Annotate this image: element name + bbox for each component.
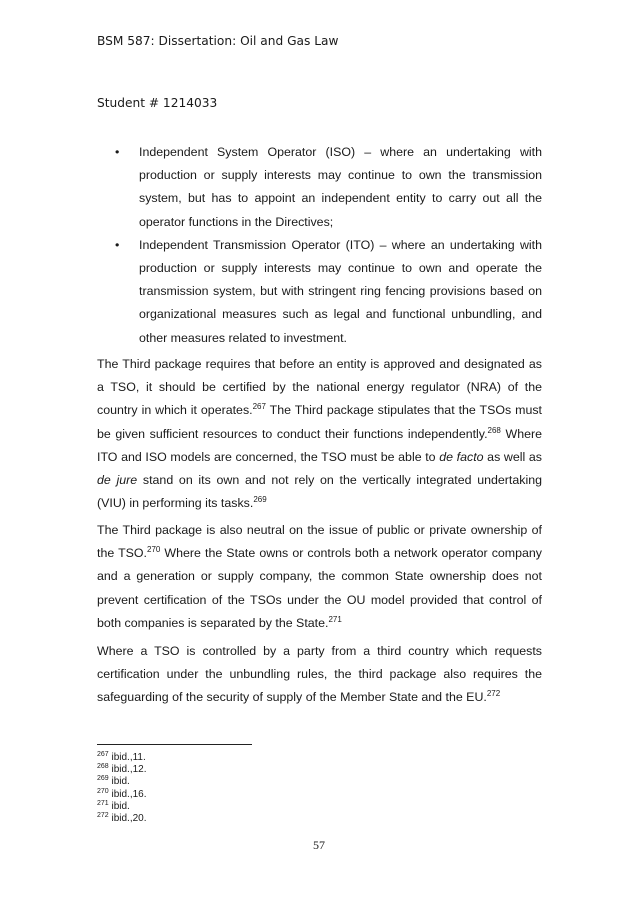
page-number: 57 xyxy=(313,838,325,852)
text-run: The Third package requires that before an entity is approved and designated as a TSO, it should be certified by the national energy regulator (NRA) of the country in which it operates. xyxy=(97,357,542,418)
bullet-list xyxy=(97,141,542,350)
paragraph-ownership xyxy=(97,519,542,635)
italic-term: de facto xyxy=(439,449,484,464)
footnote-number: 267 xyxy=(97,751,109,758)
student-number: Student # 1214033 xyxy=(97,96,218,110)
footnote-number: 270 xyxy=(97,787,109,795)
footnote-number: 268 xyxy=(97,763,109,771)
paragraph-certification xyxy=(97,353,542,515)
text-run: Where ITO and ISO models are concerned, the TSO must be able to xyxy=(97,426,543,464)
footnote-number: 269 xyxy=(97,775,109,783)
footnote-ref[interactable]: 269 xyxy=(253,495,267,505)
text-run: Where the State owns or controls both a network operator company and a generation or supply company, the common State ownership does not prevent certification of the TSOs under the OU model provided that control of both companies is separated by the State. xyxy=(97,546,543,630)
bullet-icon: • xyxy=(115,145,120,159)
text-run: The Third package stipulates that the TSOs must be given sufficient resources to conduct their functions independently. xyxy=(97,403,542,441)
footnote-text: ibid.,11. xyxy=(111,752,146,763)
italic-term: de jure xyxy=(97,473,138,488)
footnote-text: ibid.,16. xyxy=(111,788,147,800)
text-run: as well as xyxy=(483,449,542,464)
text-run: stand on its own and not rely on the vertically integrated undertaking (VIU) in performing its tasks. xyxy=(97,473,542,511)
footnote-ref[interactable]: 268 xyxy=(487,425,501,435)
text-run: The Third package is also neutral on the issue of public or private ownership of the TSO. xyxy=(97,523,542,561)
footnote-text: ibid.,12. xyxy=(111,764,147,776)
footnote-number: 272 xyxy=(97,812,109,820)
bullet-text: Independent Transmission Operator (ITO) – where an undertaking with production or supply interests may continue to own and operate the transmission system, but with stringent ring fencing provisions based on organizational measures such as legal and functional unbundling, and other measures related to investment. xyxy=(139,237,542,345)
paragraph-third-country xyxy=(97,640,542,710)
footnote-text: ibid.,20. xyxy=(111,813,147,825)
bullet-item-ito xyxy=(97,234,542,350)
footnote-ref[interactable]: 267 xyxy=(252,402,266,412)
footnote-list xyxy=(97,752,147,825)
footnote-ref[interactable]: 270 xyxy=(147,545,161,555)
footnote-text: ibid. xyxy=(111,776,130,788)
bullet-text: Independent System Operator (ISO) – where an undertaking with production or supply interests may continue to own the transmission system, but has to appoint an independent entity to carry out all the operator functions in the Directives; xyxy=(139,145,542,229)
footnote-number: 271 xyxy=(97,799,109,807)
bullet-item-iso xyxy=(97,141,542,234)
running-header: BSM 587: Dissertation: Oil and Gas Law xyxy=(97,34,339,48)
footnote-ref[interactable]: 271 xyxy=(328,614,342,624)
text-run: Where a TSO is controlled by a party from a third country which requests certification under the unbundling rules, the third package also requires the safeguarding of the security of supply of the Member State and the EU. xyxy=(97,644,542,705)
footnote-ref[interactable]: 272 xyxy=(486,689,501,699)
bullet-icon: • xyxy=(115,237,120,252)
footnote-separator xyxy=(97,744,252,745)
footnote xyxy=(97,813,147,825)
footnote-text: ibid. xyxy=(111,800,130,812)
